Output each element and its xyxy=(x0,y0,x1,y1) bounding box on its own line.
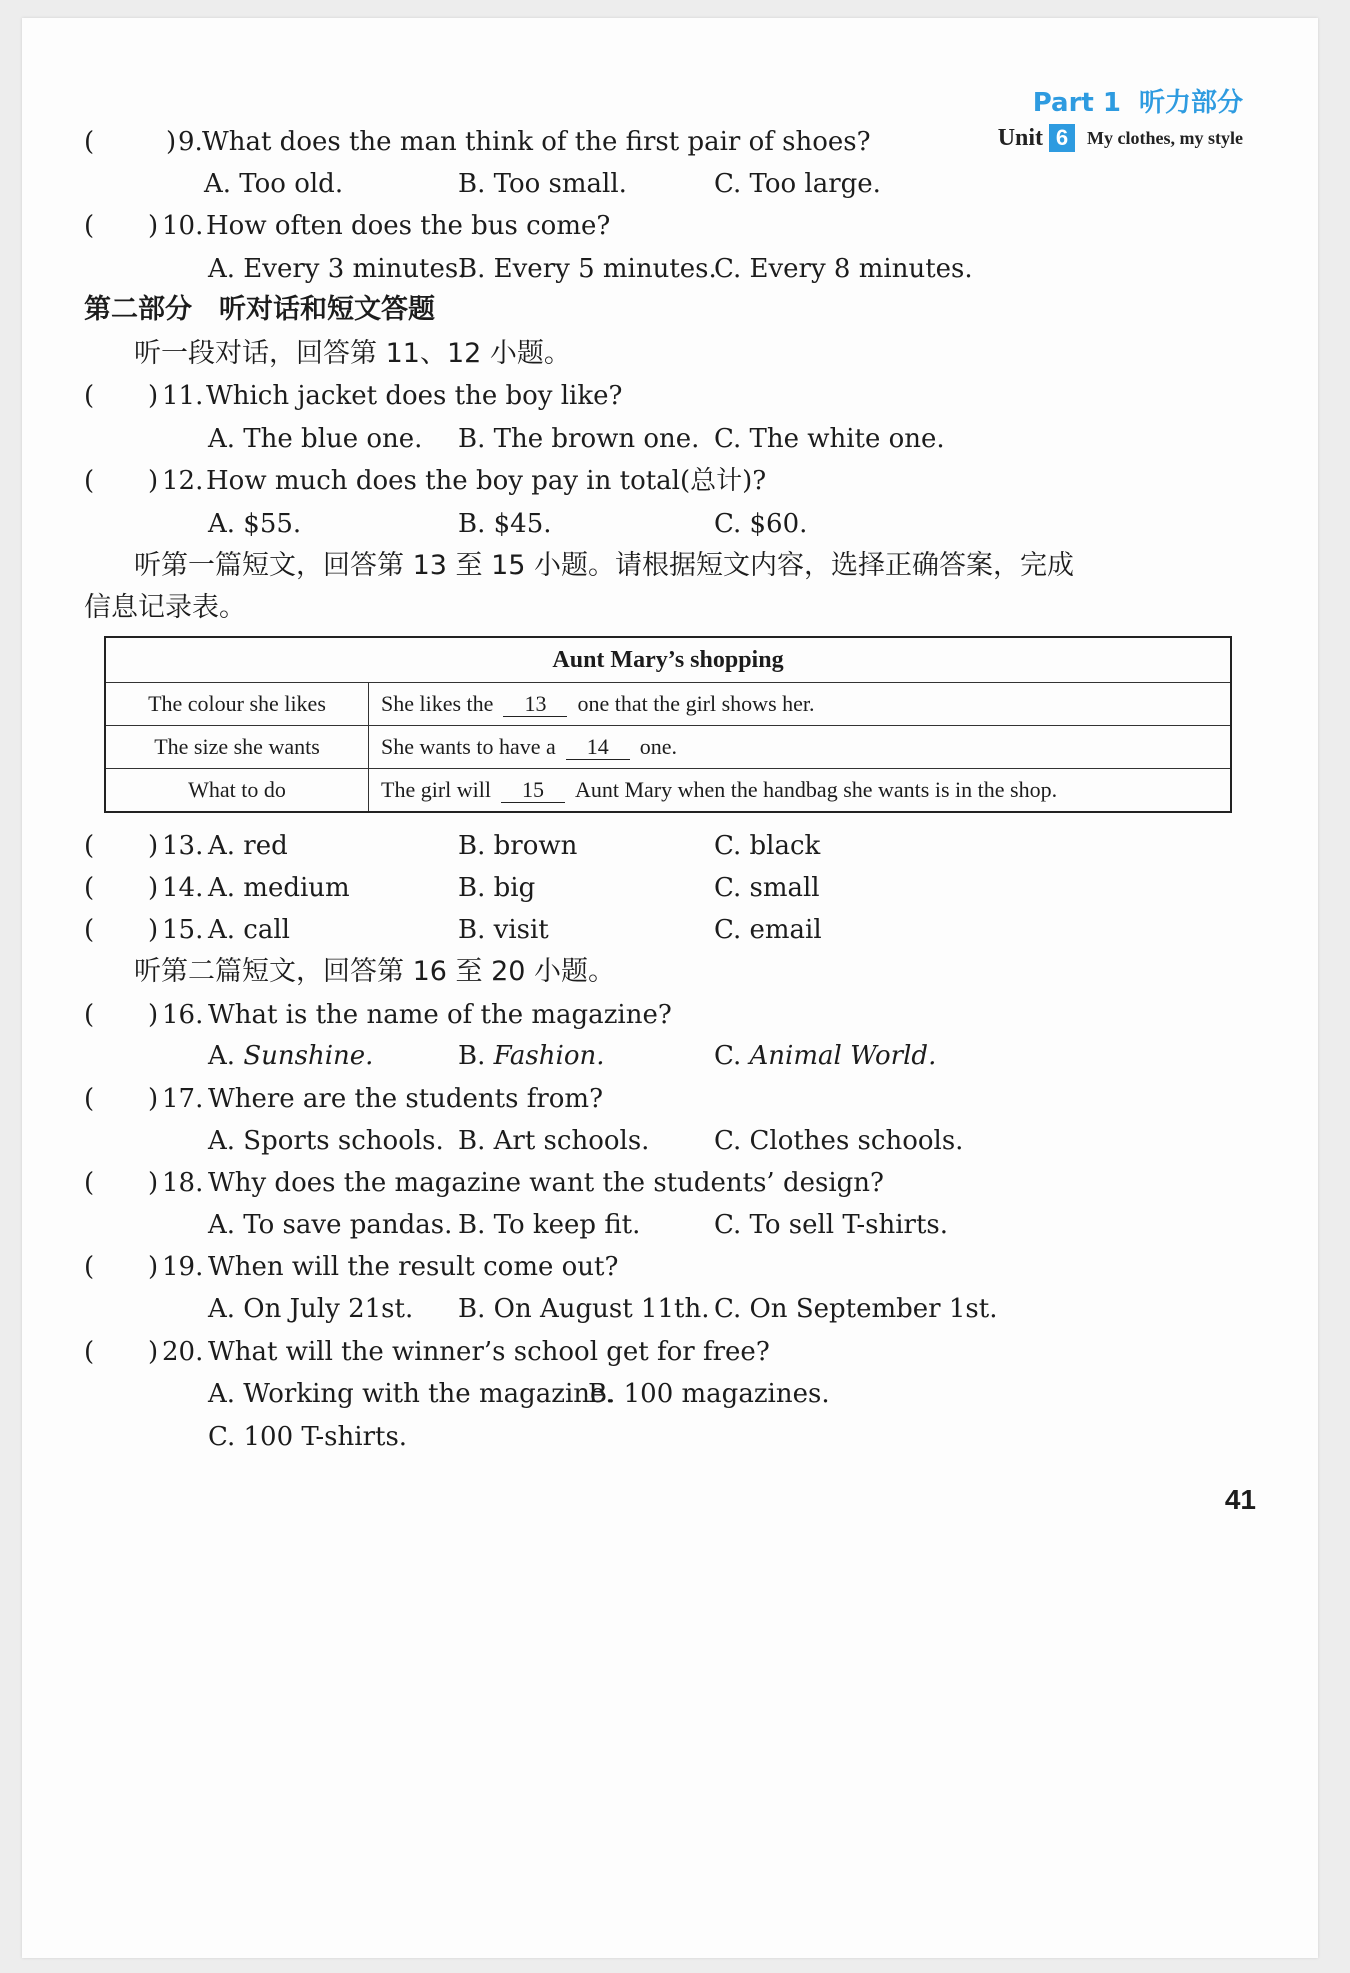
answer-bracket-close: ) xyxy=(148,1337,159,1367)
answer-bracket-open[interactable]: ( xyxy=(84,915,95,945)
part-header xyxy=(1033,82,1243,119)
option-c: C. $60. xyxy=(714,509,808,539)
answer-bracket-open[interactable]: ( xyxy=(84,466,95,496)
answer-bracket-close: ) xyxy=(148,1168,159,1198)
question-text: How often does the bus come? xyxy=(206,211,611,241)
part-label: Part 1 xyxy=(1032,88,1121,118)
row-key: What to do xyxy=(105,769,369,813)
option-c: C. black xyxy=(714,831,821,861)
question-number: 9. xyxy=(178,127,203,157)
unit-label: Unit xyxy=(997,124,1044,151)
info-record-table xyxy=(104,636,1232,813)
worksheet-page xyxy=(22,18,1318,1958)
answer-bracket-open[interactable]: ( xyxy=(84,211,95,241)
row-text: She wants to have a xyxy=(381,734,556,759)
option-b: B. big xyxy=(458,873,536,903)
option-c xyxy=(714,1040,936,1072)
answer-bracket-close: ) xyxy=(148,1084,159,1114)
answer-bracket-close: ) xyxy=(148,1000,159,1030)
option-b xyxy=(458,1040,604,1072)
answer-bracket-open[interactable]: ( xyxy=(84,831,95,861)
answer-bracket-open[interactable]: ( xyxy=(84,1168,95,1198)
answer-bracket-open[interactable]: ( xyxy=(84,127,95,157)
unit-number-badge: 6 xyxy=(1049,124,1075,152)
option-letter: B. xyxy=(458,1041,494,1071)
question-number: 13. xyxy=(162,831,204,861)
table-row xyxy=(105,683,1231,726)
option-a: A. Sports schools. xyxy=(208,1126,444,1156)
answer-bracket-open[interactable]: ( xyxy=(84,1000,95,1030)
option-b: B. Art schools. xyxy=(458,1126,650,1156)
answer-bracket-close: ) xyxy=(148,831,159,861)
option-c: C. To sell T-shirts. xyxy=(714,1210,949,1240)
answer-bracket-open[interactable]: ( xyxy=(84,381,95,411)
row-text: Aunt Mary when the handbag she wants is in the shop. xyxy=(574,777,1058,802)
option-c: C. On September 1st. xyxy=(714,1294,998,1324)
row-value xyxy=(369,769,1232,813)
row-key: The colour she likes xyxy=(105,683,369,726)
answer-bracket-close: ) xyxy=(148,211,159,241)
option-b: B. 100 magazines. xyxy=(588,1379,830,1409)
option-a: A. call xyxy=(208,915,290,945)
option-a: A. Every 3 minutes. xyxy=(208,254,467,284)
option-a: A. $55. xyxy=(208,509,302,539)
section-instruction-2-cont: 信息记录表。 xyxy=(84,592,246,623)
option-c: C. Clothes schools. xyxy=(714,1126,964,1156)
question-text: What is the name of the magazine? xyxy=(208,1000,672,1030)
option-b: B. The brown one. xyxy=(458,424,700,454)
question-number: 12. xyxy=(162,466,204,496)
question-text: How much does the boy pay in total(总计)? xyxy=(206,466,767,496)
option-c: C. small xyxy=(714,873,820,903)
question-number: 17. xyxy=(162,1084,204,1114)
section-instruction-3: 听第二篇短文，回答第 16 至 20 小题。 xyxy=(134,956,616,987)
option-a: A. red xyxy=(208,831,288,861)
answer-bracket-open[interactable]: ( xyxy=(84,873,95,903)
answer-bracket-close: ) xyxy=(148,381,159,411)
answer-bracket-close: ) xyxy=(148,915,159,945)
blank-13[interactable]: 13 xyxy=(503,692,567,717)
option-c: C. Every 8 minutes. xyxy=(714,254,973,284)
option-b: B. On August 11th. xyxy=(458,1294,710,1324)
page-number: 41 xyxy=(1224,1484,1256,1515)
blank-15[interactable]: 15 xyxy=(501,778,565,803)
option-b: B. brown xyxy=(458,831,578,861)
question-number: 11. xyxy=(162,381,204,411)
question-text: What will the winner’s school get for free? xyxy=(208,1337,770,1367)
question-number: 19. xyxy=(162,1252,204,1282)
question-number: 18. xyxy=(162,1168,204,1198)
option-b: B. Too small. xyxy=(458,169,627,199)
section-heading: 第二部分 听对话和短文答题 xyxy=(84,294,435,325)
question-number: 14. xyxy=(162,873,204,903)
option-b: B. $45. xyxy=(458,509,552,539)
option-letter: A. xyxy=(208,1041,244,1071)
question-text: Where are the students from? xyxy=(208,1084,604,1114)
row-value xyxy=(369,726,1232,769)
question-number: 10. xyxy=(162,211,204,241)
blank-14[interactable]: 14 xyxy=(566,735,630,760)
option-a xyxy=(208,1040,373,1072)
section-instruction-2: 听第一篇短文，回答第 13 至 15 小题。请根据短文内容，选择正确答案，完成 xyxy=(134,550,1075,581)
option-c: C. 100 T-shirts. xyxy=(208,1422,408,1452)
option-text: Sunshine. xyxy=(243,1041,374,1071)
option-letter: C. xyxy=(714,1041,750,1071)
option-a: A. On July 21st. xyxy=(208,1294,414,1324)
answer-bracket-close: ) xyxy=(148,873,159,903)
option-a: A. Working with the magazine. xyxy=(208,1379,614,1409)
table-row xyxy=(105,726,1231,769)
question-number: 20. xyxy=(162,1337,204,1367)
row-key: The size she wants xyxy=(105,726,369,769)
unit-title: My clothes, my style xyxy=(1087,127,1243,148)
option-c: C. Too large. xyxy=(714,169,881,199)
option-b: B. To keep fit. xyxy=(458,1210,641,1240)
table-title: Aunt Mary’s shopping xyxy=(105,637,1231,683)
option-a: A. To save pandas. xyxy=(208,1210,453,1240)
question-number: 15. xyxy=(162,915,204,945)
answer-bracket-close: ) xyxy=(148,466,159,496)
option-c: C. email xyxy=(714,915,822,945)
option-b: B. Every 5 minutes. xyxy=(458,254,717,284)
row-text: one. xyxy=(639,734,677,759)
row-value xyxy=(369,683,1232,726)
answer-bracket-open[interactable]: ( xyxy=(84,1252,95,1282)
answer-bracket-open[interactable]: ( xyxy=(84,1084,95,1114)
option-a: A. The blue one. xyxy=(208,424,423,454)
row-text: The girl will xyxy=(381,777,491,802)
option-text: Fashion. xyxy=(493,1041,605,1071)
answer-bracket-open[interactable]: ( xyxy=(84,1337,95,1367)
table-row xyxy=(105,769,1231,813)
option-text: Animal World. xyxy=(749,1041,937,1071)
part-cn-label: 听力部分 xyxy=(1138,88,1243,118)
option-c: C. The white one. xyxy=(714,424,945,454)
section-instruction-1: 听一段对话，回答第 11、12 小题。 xyxy=(134,338,571,369)
row-text: one that the girl shows her. xyxy=(577,691,815,716)
question-text: What does the man think of the first pair of shoes? xyxy=(202,127,871,157)
row-text: She likes the xyxy=(381,691,494,716)
unit-header xyxy=(998,124,1243,152)
answer-bracket-close: ) xyxy=(148,1252,159,1282)
question-text: When will the result come out? xyxy=(208,1252,619,1282)
question-number: 16. xyxy=(162,1000,204,1030)
answer-bracket-close: ) xyxy=(166,127,177,157)
option-a: A. Too old. xyxy=(204,169,344,199)
option-a: A. medium xyxy=(208,873,350,903)
option-b: B. visit xyxy=(458,915,549,945)
question-text: Which jacket does the boy like? xyxy=(206,381,623,411)
question-text: Why does the magazine want the students’ design? xyxy=(208,1168,884,1198)
